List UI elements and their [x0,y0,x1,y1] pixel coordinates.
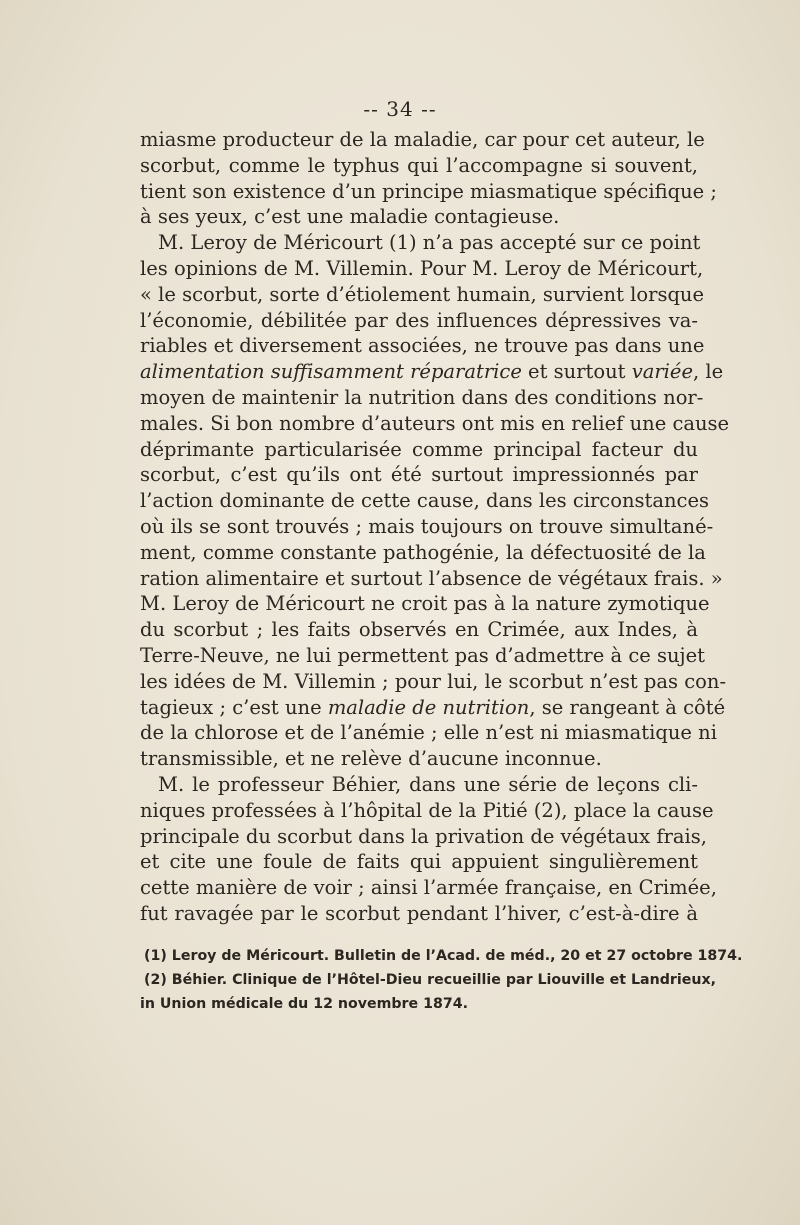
text-line: tient son existence d’un principe miasmatique spécifique ; [140,179,717,203]
text-line: fut ravagée par le scorbut pendant l’hiver, c’est-à-dire à [140,901,698,925]
text-line-italic-mixed [140,359,724,385]
body-text [140,127,730,927]
text-line: les idées de M. Villemin ; pour lui, le scorbut n’est pas con- [140,669,727,693]
text-line: de la chlorose et de l’anémie ; elle n’est ni miasmatique ni [140,721,717,745]
text-line: principale du scorbut dans la privation de végétaux frais, [140,824,707,848]
text-line: males. Si bon nombre d’auteurs ont mis en relief une cause [140,411,730,435]
text-line: riables et diversement associées, ne trouve pas dans une [140,334,705,358]
footnotes [140,944,743,1016]
text-segment: , se rangeant à côté [529,695,726,719]
text-line: et cite une foule de faits qui appuient singulièrement [140,850,698,874]
text-line: Terre-Neuve, ne lui permettent pas d’admettre à ce sujet [140,643,705,667]
text-line: ration alimentaire et surtout l’absence de végétaux frais. » [140,566,723,590]
text-segment: et surtout [521,360,632,384]
text-segment: tagieux ; c’est une [140,695,328,719]
text-line: transmissible, et ne relève d’aucune inconnue. [140,747,602,771]
text-line: déprimante particularisée comme principal facteur du [140,437,698,461]
footnote-2: (2) Béhier. Clinique de l’Hôtel-Dieu recueillie par Liouville et Landrieux, [144,972,716,988]
text-line: ment, comme constante pathogénie, la défectuosité de la [140,540,706,564]
paragraph-start: M. le professeur Béhier, dans une série de leçons cli- [158,772,698,796]
text-line: l’économie, débilitée par des influences dépressives va- [140,308,698,332]
text-line: l’action dominante de cette cause, dans les circonstances [140,489,710,513]
italic-phrase: maladie de nutrition [327,695,530,719]
text-line: M. Leroy de Méricourt ne croit pas à la nature zymotique [140,592,710,616]
text-line: scorbut, comme le typhus qui l’accompagne si souvent, [140,153,698,177]
paragraph-start: M. Leroy de Méricourt (1) n’a pas accepté sur ce point [158,231,701,255]
footnote-2-continuation: in Union médicale du 12 novembre 1874. [140,996,468,1012]
text-line: scorbut, c’est qu’ils ont été surtout impressionnés par [140,463,698,487]
text-line: niques professées à l’hôpital de la Pitié (2), place la cause [140,798,714,822]
text-line-italic-mixed [140,695,726,721]
text-line: où ils se sont trouvés ; mais toujours on trouve simultané- [140,514,714,538]
text-line: cette manière de voir ; ainsi l’armée française, en Crimée, [140,876,717,900]
text-line: miasme producteur de la maladie, car pour cet auteur, le [140,128,705,151]
footnote-1: (1) Leroy de Méricourt. Bulletin de l’Acad. de méd., 20 et 27 octobre 1874. [144,948,743,964]
text-line: « le scorbut, sorte d’étiolement humain, survient lorsque [140,282,705,306]
italic-phrase: alimentation suffisamment réparatrice [140,360,522,384]
page-number: -- 34 -- [363,97,437,121]
text-line: du scorbut ; les faits observés en Crimée, aux Indes, à [140,618,698,642]
italic-phrase: variée [631,360,693,384]
text-line: à ses yeux, c’est une maladie contagieuse. [140,205,560,229]
text-line: les opinions de M. Villemin. Pour M. Leroy de Méricourt, [140,256,704,280]
text-line: moyen de maintenir la nutrition dans des conditions nor- [140,385,704,409]
text-segment: , le [692,360,724,384]
